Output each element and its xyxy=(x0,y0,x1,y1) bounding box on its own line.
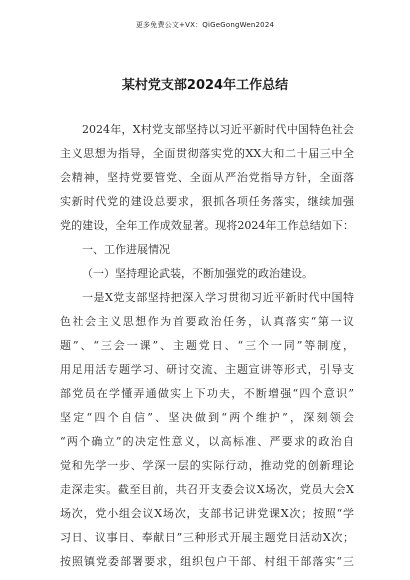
text-line: （一）坚持理论武装，不断加强党的政治建设。 xyxy=(82,267,313,280)
text-line: 会精神，坚持党要管党、全面从严治党指导方针，全面落 xyxy=(60,171,354,184)
text-line: 部党员在学懂弄通做实上下功夫，不断增强“四个意识” xyxy=(60,387,354,400)
text-line: “两个确立”的决定性意义，以高标准、严要求的政治自 xyxy=(60,435,354,448)
text-line: 色社会主义思想作为首要政治任务，认真落实“第一议 xyxy=(60,315,354,328)
text-line: 主义思想为指导，全面贯彻落实党的XX大和二十届三中全 xyxy=(60,147,354,160)
text-line: 坚定“四个自信”、坚决做到“两个维护”，深刻领会 xyxy=(60,411,354,424)
text-line: 实新时代党的建设总要求，狠抓各项任务落实，继续加强 xyxy=(60,195,354,208)
text-line: 习日、议事日、奉献日”三种形式开展主题党日活动X次； xyxy=(60,531,354,544)
document-title: 某村党支部2024年工作总结 xyxy=(121,78,289,93)
text-line: 走深走实。截至目前，共召开支委会议X场次，党员大会X xyxy=(60,483,354,496)
text-line: 一、工作进展情况 xyxy=(82,243,170,256)
text-line: 场次，党小组会议X场次，支部书记讲党课X次；按照“学 xyxy=(60,507,354,520)
text-line: 一是X党支部坚持把深入学习贯彻习近平新时代中国特 xyxy=(82,291,354,304)
text-line: 用足用活专题学习、研讨交流、主题宣讲等形式，引导支 xyxy=(60,363,354,376)
text-line: 2024年，X村党支部坚持以习近平新时代中国特色社会 xyxy=(82,123,354,136)
text-line: 觉和先学一步、学深一层的实际行动，推动党的创新理论 xyxy=(60,459,354,472)
header-note: 更多免费公文+VX：QiGeGongWen2024 xyxy=(135,21,275,29)
text-line: 题”、“三会一课”、主题党日、“三个一同”等制度， xyxy=(60,339,354,352)
text-line: 党的建设，全年工作成效显著。现将2024年工作总结如下： xyxy=(60,219,354,232)
text-line: 按照镇党委部署要求，组织包户干部、村组干部落实“三 xyxy=(60,555,354,568)
